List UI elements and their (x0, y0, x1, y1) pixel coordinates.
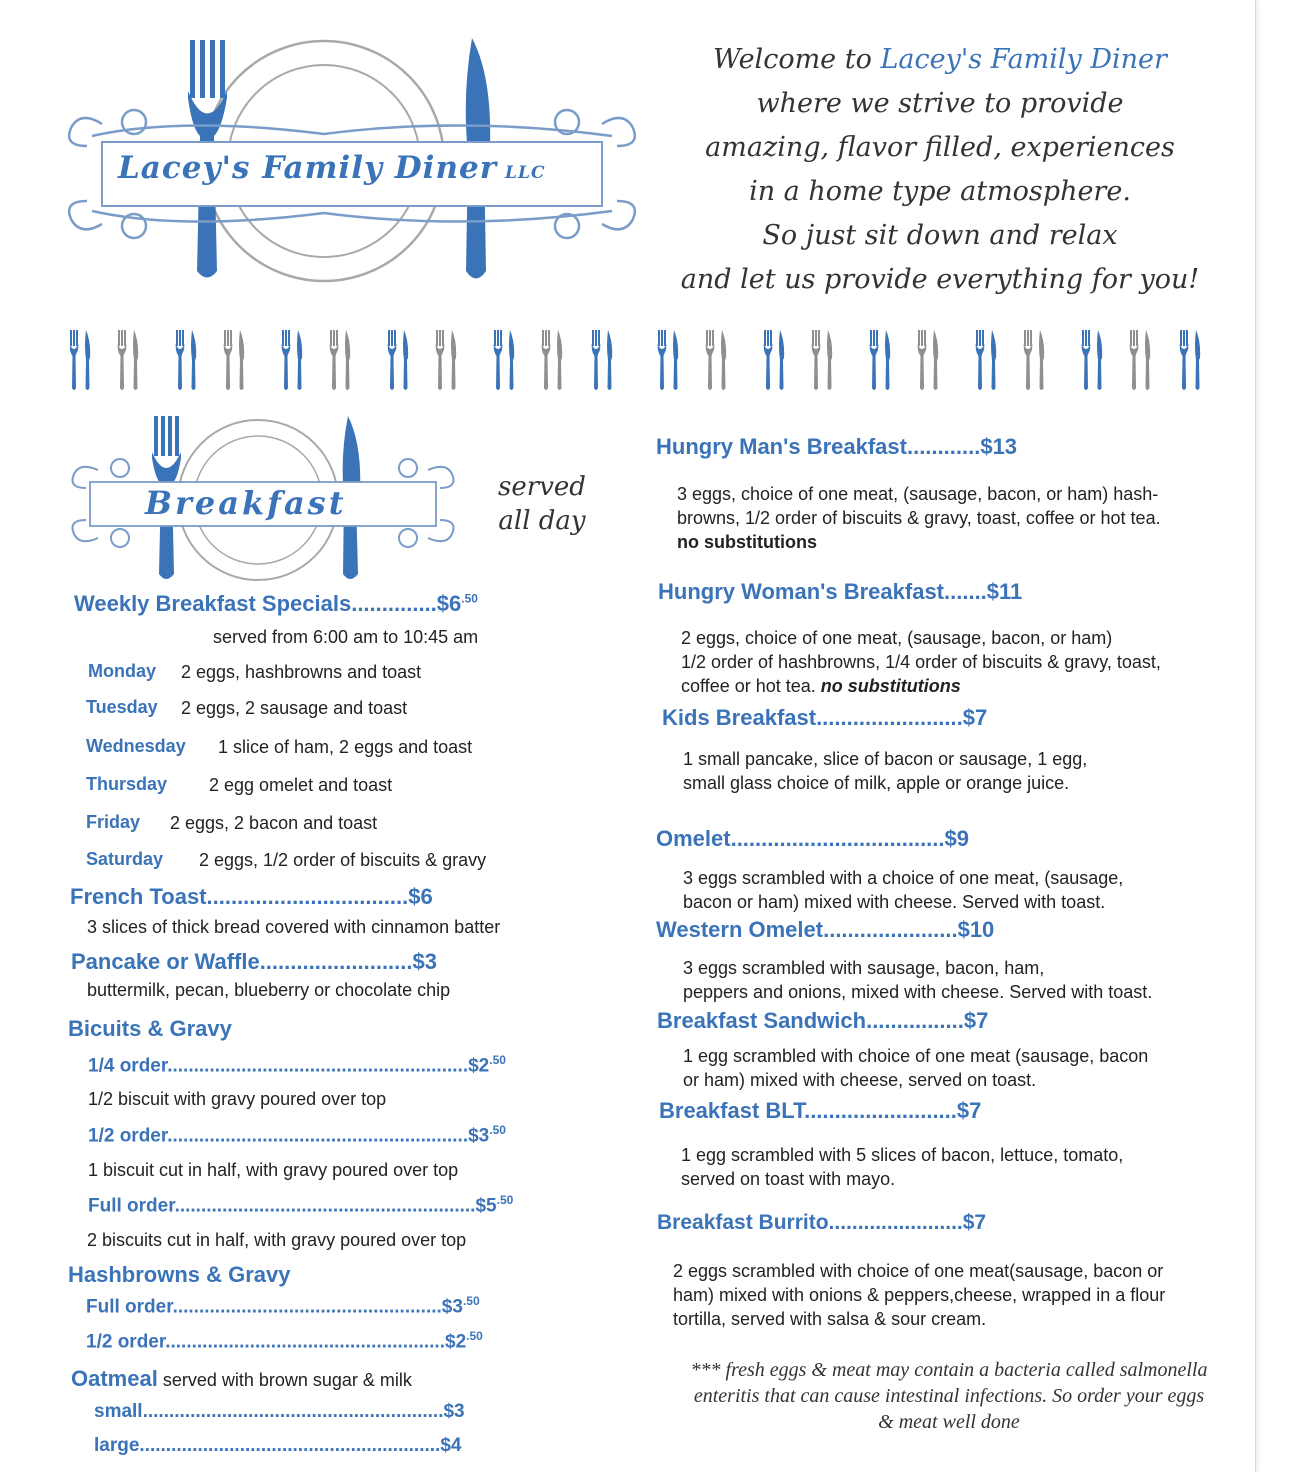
welcome-line-6: and let us provide everything for you! (680, 264, 1200, 295)
hashbrowns-half-label: 1/2 order..................................................... (86, 1331, 445, 1353)
kids-label: Kids Breakfast........................ (662, 705, 963, 730)
hashbrowns-half (86, 1329, 483, 1353)
hashbrowns-full-label: Full order................................................... (86, 1296, 442, 1318)
salmonella-note: *** fresh eggs & meat may contain a bacteria called salmonella enteritis that can cause intestinal infections. So order your eggs & meat well done (690, 1359, 1208, 1433)
biscuits-quarter-desc: 1/2 biscuit with gravy poured over top (88, 1089, 387, 1109)
served-line-1: served (498, 472, 586, 502)
small-knife-icon (451, 330, 456, 390)
french-toast-price: $6 (408, 884, 433, 909)
small-knife-icon (827, 330, 832, 390)
small-fork-icon (542, 330, 551, 390)
small-knife-icon (239, 330, 244, 390)
welcome-line-3: amazing, flavor filled, experiences (705, 132, 1175, 163)
biscuits-quarter-cents: .50 (489, 1053, 506, 1067)
small-knife-icon (133, 330, 138, 390)
small-knife-icon (509, 330, 514, 390)
day-tuesday: Tuesday (86, 697, 158, 717)
small-knife-icon (85, 330, 90, 390)
hashbrowns-full-price: $3 (441, 1296, 463, 1318)
welcome-line-5: So just sit down and relax (762, 220, 1118, 251)
oatmeal-small-label: small......................................................... (94, 1401, 444, 1422)
small-fork-icon (1082, 330, 1091, 390)
served-all-day (496, 470, 588, 538)
day-monday-desc: 2 eggs, hashbrowns and toast (181, 662, 422, 682)
day-thursday: Thursday (86, 774, 168, 794)
small-knife-icon (673, 330, 678, 390)
sandwich-desc: 1 egg scrambled with choice of one meat (sausage, bacon or ham) mixed with cheese, served on toast. (683, 1046, 1149, 1090)
small-knife-icon (345, 330, 350, 390)
burrito-price: $7 (962, 1211, 987, 1234)
pancake-price: $3 (412, 949, 437, 974)
day-saturday-desc: 2 eggs, 1/2 order of biscuits & gravy (199, 850, 487, 870)
omelet-desc: 3 eggs scrambled with a choice of one meat, (sausage, bacon or ham) mixed with cheese. Served with toast. (683, 868, 1124, 912)
small-fork-icon (812, 330, 821, 390)
french-toast-title (70, 884, 433, 910)
weekly-specials-title (74, 591, 478, 617)
logo-name (118, 150, 545, 186)
welcome-message (660, 38, 1220, 302)
oatmeal-large (94, 1435, 461, 1457)
weekly-specials-price-cents: .50 (461, 591, 478, 606)
small-fork-icon (764, 330, 773, 390)
small-knife-icon (607, 330, 612, 390)
small-fork-icon (918, 330, 927, 390)
logo-name-text: Lacey's Family Diner (118, 150, 498, 186)
small-fork-icon (870, 330, 879, 390)
small-fork-icon (1024, 330, 1033, 390)
biscuits-quarter-price: $2 (468, 1055, 490, 1077)
western-omelet-desc: 3 eggs scrambled with sausage, bacon, ham, peppers and onions, mixed with cheese. Served with toast. (683, 958, 1153, 1002)
small-knife-icon (1195, 330, 1200, 390)
logo-suffix: LLC (505, 163, 546, 183)
hungry-woman-price: $11 (986, 579, 1023, 604)
biscuits-title: Bicuits & Gravy (68, 1016, 232, 1041)
oatmeal-small-price: $3 (443, 1401, 465, 1422)
western-omelet-label: Western Omelet...................... (656, 917, 958, 942)
small-fork-icon (224, 330, 233, 390)
biscuits-half-label: 1/2 order......................................................... (88, 1125, 469, 1147)
western-omelet-price: $10 (957, 917, 995, 942)
small-fork-icon (706, 330, 715, 390)
hungry-man-price: $13 (980, 434, 1018, 459)
oatmeal-desc: served with brown sugar & milk (157, 1370, 412, 1390)
welcome-line-2: where we strive to provide (756, 88, 1124, 119)
biscuits-full-label: Full order......................................................... (88, 1195, 476, 1217)
utensil-divider (70, 330, 1210, 392)
biscuits-full-desc: 2 biscuits cut in half, with gravy poured over top (87, 1230, 467, 1250)
hungry-man-title (656, 434, 1017, 460)
pancake-desc: buttermilk, pecan, blueberry or chocolate chip (87, 980, 451, 1000)
kids-desc: 1 small pancake, slice of bacon or sausage, 1 egg, small glass choice of milk, apple or orange juice. (683, 749, 1088, 793)
small-fork-icon (176, 330, 185, 390)
biscuits-half (88, 1123, 506, 1147)
hungry-woman-title (658, 579, 1022, 605)
day-friday: Friday (86, 812, 141, 832)
welcome-brand: Lacey's Family Diner (880, 44, 1167, 75)
small-fork-icon (282, 330, 291, 390)
day-wednesday-desc: 1 slice of ham, 2 eggs and toast (218, 737, 473, 757)
blt-desc: 1 egg scrambled with 5 slices of bacon, lettuce, tomato, served on toast with mayo. (681, 1145, 1124, 1189)
omelet-title (656, 826, 969, 852)
small-fork-icon (436, 330, 445, 390)
small-fork-icon (330, 330, 339, 390)
omelet-price: $9 (944, 826, 969, 851)
oatmeal-small (94, 1401, 465, 1423)
biscuits-full-cents: .50 (496, 1193, 514, 1207)
small-fork-icon (658, 330, 667, 390)
small-fork-icon (70, 330, 79, 390)
hungry-man-desc: 3 eggs, choice of one meat, (sausage, bacon, or ham) hash- browns, 1/2 order of biscuits & gravy, toast, coffee or hot tea. no substitutions (677, 484, 1161, 552)
hashbrowns-title: Hashbrowns & Gravy (68, 1262, 291, 1287)
hungry-woman-label: Hungry Woman's Breakfast....... (658, 579, 987, 604)
welcome-line-1: Welcome to Lacey's Family Diner (713, 44, 1167, 75)
hungry-man-no-subs: no substitutions (677, 532, 817, 552)
small-knife-icon (991, 330, 996, 390)
sandwich-title (657, 1008, 988, 1034)
biscuits-full-price: $5 (475, 1195, 497, 1217)
hungry-woman-no-subs: no substitutions (820, 676, 961, 696)
small-knife-icon (933, 330, 938, 390)
oatmeal-large-label: large......................................................... (94, 1435, 441, 1456)
burrito-desc: 2 eggs scrambled with choice of one meat(sausage, bacon or ham) mixed with onions & peppers,cheese, wrapped in a flour tortilla, served with salsa & sour cream. (673, 1261, 1166, 1329)
biscuits-half-desc: 1 biscuit cut in half, with gravy poured over top (88, 1160, 459, 1180)
kids-title (662, 705, 987, 731)
day-wednesday: Wednesday (86, 736, 186, 756)
welcome-line-4: in a home type atmosphere. (749, 176, 1131, 207)
small-knife-icon (1039, 330, 1044, 390)
burrito-label: Breakfast Burrito....................... (657, 1211, 963, 1234)
breakfast-badge-title: Breakfast (145, 484, 347, 522)
kids-price: $7 (962, 705, 988, 730)
weekly-specials-price: $6 (436, 591, 462, 616)
burrito-title (657, 1211, 986, 1235)
hashbrowns-half-cents: .50 (466, 1329, 483, 1343)
small-fork-icon (976, 330, 985, 390)
blt-title (659, 1098, 981, 1124)
small-knife-icon (779, 330, 784, 390)
french-toast-label: French Toast................................. (70, 884, 409, 909)
weekly-served-hours: served from 6:00 am to 10:45 am (213, 627, 479, 647)
pancake-title (71, 949, 437, 975)
biscuits-quarter (88, 1053, 506, 1077)
hungry-man-label: Hungry Man's Breakfast............ (656, 434, 981, 459)
sandwich-label: Breakfast Sandwich................ (657, 1008, 964, 1033)
biscuits-half-price: $3 (468, 1125, 490, 1147)
served-line-2: all day (498, 506, 586, 536)
western-omelet-title (656, 917, 994, 943)
small-knife-icon (1145, 330, 1150, 390)
pancake-label: Pancake or Waffle......................... (71, 949, 413, 974)
hungry-woman-desc: 2 eggs, choice of one meat, (sausage, bacon, or ham) 1/2 order of hashbrowns, 1/4 order of biscuits & gravy, toast, coffee or hot tea. no substitutions (681, 628, 1161, 696)
small-fork-icon (494, 330, 503, 390)
small-fork-icon (592, 330, 601, 390)
day-friday-desc: 2 eggs, 2 bacon and toast (170, 813, 378, 833)
french-toast-desc: 3 slices of thick bread covered with cinnamon batter (87, 917, 501, 937)
day-tuesday-desc: 2 eggs, 2 sausage and toast (181, 698, 408, 718)
small-fork-icon (388, 330, 397, 390)
blt-label: Breakfast BLT......................... (659, 1098, 957, 1123)
day-saturday: Saturday (86, 849, 164, 869)
weekly-specials-label: Weekly Breakfast Specials.............. (74, 591, 437, 616)
small-knife-icon (1097, 330, 1102, 390)
biscuits-quarter-label: 1/4 order......................................................... (88, 1055, 469, 1077)
oatmeal-label: Oatmeal (71, 1366, 158, 1391)
hashbrowns-full (86, 1294, 480, 1318)
day-monday: Monday (88, 661, 157, 681)
small-fork-icon (1130, 330, 1139, 390)
small-knife-icon (557, 330, 562, 390)
small-knife-icon (721, 330, 726, 390)
hashbrowns-full-cents: .50 (462, 1294, 480, 1308)
blt-price: $7 (956, 1098, 982, 1123)
oatmeal-title (71, 1366, 412, 1392)
small-knife-icon (885, 330, 890, 390)
small-fork-icon (1180, 330, 1189, 390)
sandwich-price: $7 (963, 1008, 989, 1033)
small-knife-icon (191, 330, 196, 390)
oatmeal-large-price: $4 (440, 1435, 462, 1456)
small-knife-icon (297, 330, 302, 390)
small-fork-icon (118, 330, 127, 390)
biscuits-half-cents: .50 (489, 1123, 506, 1137)
omelet-label: Omelet................................... (656, 826, 945, 851)
day-thursday-desc: 2 egg omelet and toast (209, 775, 393, 795)
biscuits-full (88, 1193, 513, 1217)
small-knife-icon (403, 330, 408, 390)
hashbrowns-half-price: $2 (445, 1331, 467, 1353)
